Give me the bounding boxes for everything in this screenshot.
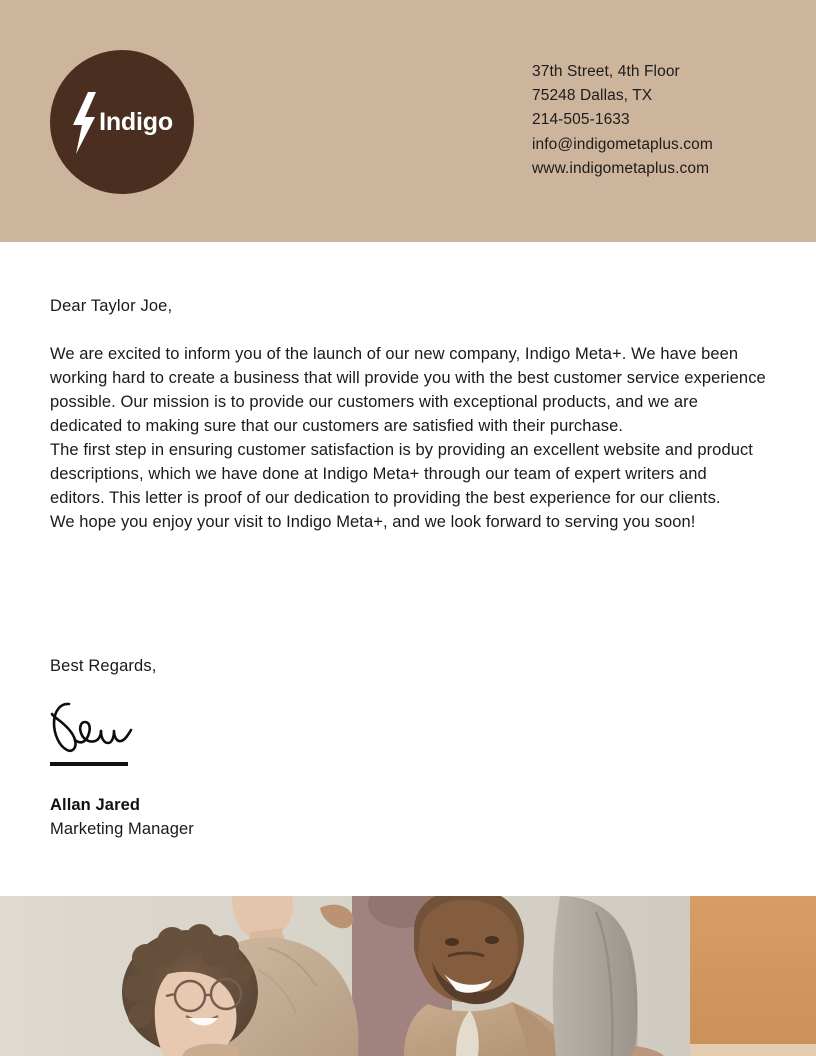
lightning-bolt-icon bbox=[71, 90, 99, 154]
signature-underline bbox=[50, 762, 128, 766]
contact-address-city: 75248 Dallas, TX bbox=[532, 87, 653, 105]
letter-paragraph-2: The first step in ensuring customer satisfaction is by providing an excellent website and product descriptions, which we have done at Indigo Meta+ through our team of expert writers and editors. This letter is proof of our dedication to providing the best experience for our clients. bbox=[50, 441, 753, 507]
letter-body bbox=[50, 294, 766, 534]
signer-name: Allan Jared bbox=[50, 796, 141, 814]
signer-title: Marketing Manager bbox=[50, 820, 194, 838]
letter-closing: Best Regards, bbox=[50, 657, 157, 675]
signature-image bbox=[49, 700, 149, 762]
contact-email[interactable]: info@indigometaplus.com bbox=[532, 135, 713, 153]
paragraph-spacer bbox=[50, 318, 766, 342]
contact-info bbox=[532, 60, 713, 181]
logo-brand-name: Indigo bbox=[99, 107, 173, 136]
letter-paragraph-3: We hope you enjoy your visit to Indigo Meta+, and we look forward to serving you soon! bbox=[50, 513, 696, 531]
brand-logo bbox=[50, 50, 194, 194]
contact-website[interactable]: www.indigometaplus.com bbox=[532, 159, 710, 177]
contact-address-street: 37th Street, 4th Floor bbox=[532, 63, 680, 80]
letter-paragraph-1: We are excited to inform you of the launch of our new company, Indigo Meta+. We have been working hard to create a business that will provide you with the best customer service experience possible. Our mission is to provide our customers with exceptional products, and we are dedicated to making sure that our customers are satisfied with their purchase. bbox=[50, 345, 766, 435]
letterhead-header-band bbox=[0, 0, 816, 242]
letter-salutation: Dear Taylor Joe, bbox=[50, 297, 173, 315]
footer-photo bbox=[0, 896, 816, 1056]
logo-content bbox=[50, 50, 194, 194]
contact-phone[interactable]: 214-505-1633 bbox=[532, 111, 630, 129]
